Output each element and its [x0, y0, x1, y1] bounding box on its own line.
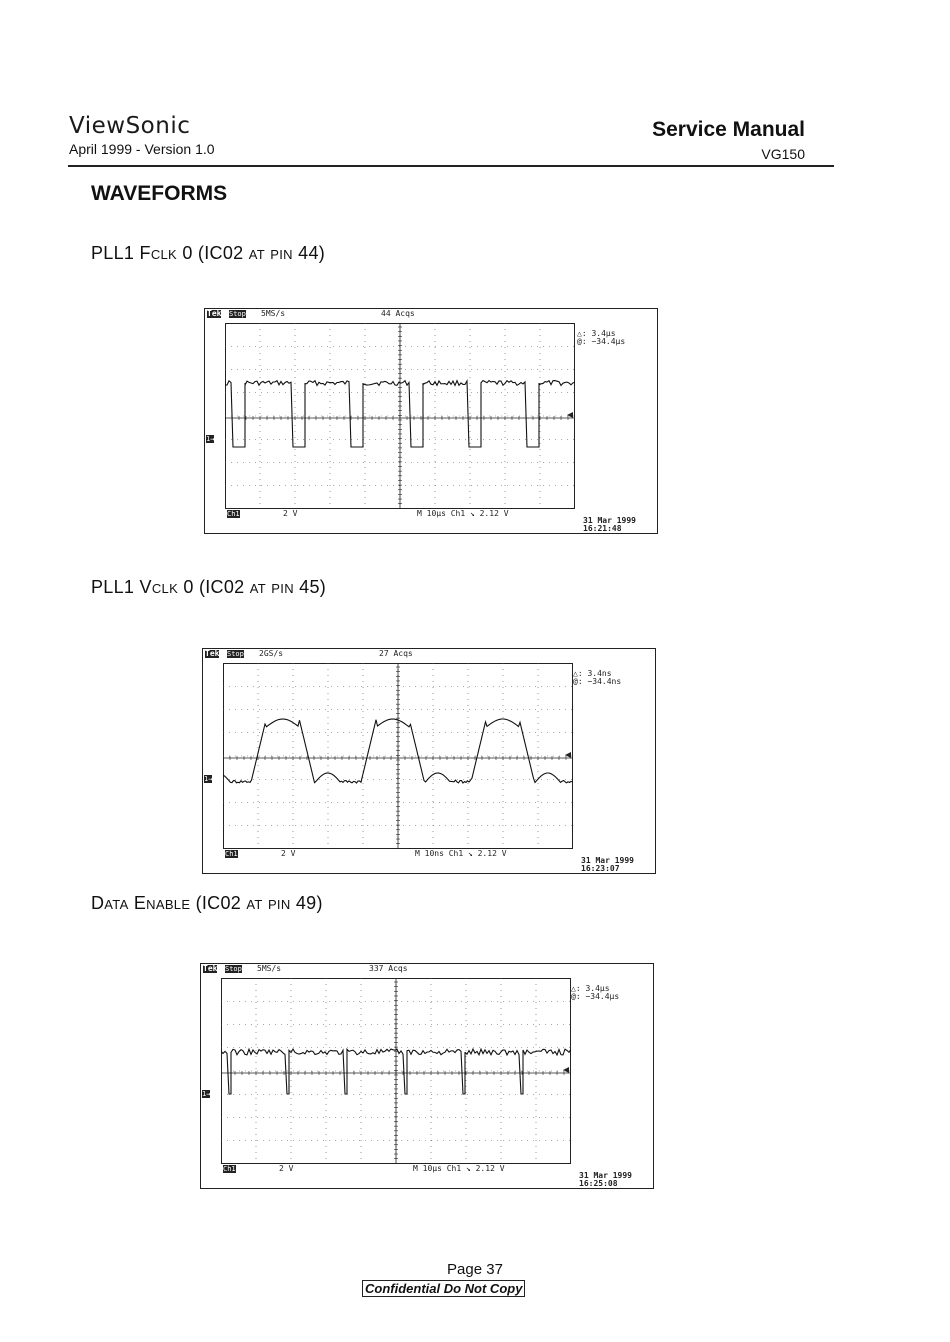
- channel-marker: 1→: [202, 1090, 211, 1098]
- scope-delta: △: 3.4ns: [573, 669, 612, 678]
- channel-marker: 1→: [204, 775, 213, 783]
- document-version: April 1999 - Version 1.0: [69, 141, 215, 157]
- scope-date: 31 Mar 1999: [583, 516, 636, 525]
- scope-brand: Tek: [205, 649, 220, 658]
- figure-caption: Data Enable (IC02 at pin 49): [91, 893, 323, 913]
- scope-mode: Stop: [229, 310, 246, 318]
- scope-sample-rate: 5MS/s: [261, 309, 286, 318]
- brand-name: ViewSonic: [69, 113, 191, 139]
- oscilloscope-screenshot: [204, 308, 658, 534]
- confidential-notice: Confidential Do Not Copy: [362, 1280, 525, 1297]
- scope-acquisitions: 27 Acqs: [379, 649, 413, 658]
- scope-volts-per-div: 2 V: [283, 509, 298, 518]
- scope-sample-rate: 2GS/s: [259, 649, 284, 658]
- scope-delta: △: 3.4µs: [571, 984, 610, 993]
- scope-date: 31 Mar 1999: [579, 1171, 632, 1180]
- scope-timebase: M 10µs Ch1 ↘ 2.12 V: [417, 509, 509, 518]
- scope-time: 16:25:08: [579, 1179, 618, 1188]
- header-rule: [68, 165, 834, 167]
- channel-marker: 1→: [206, 435, 215, 443]
- manual-title: Service Manual: [652, 118, 805, 141]
- waveform-plot: [225, 323, 575, 509]
- waveform-plot: [221, 978, 571, 1164]
- oscilloscope-screenshot: [202, 648, 656, 874]
- scope-mode: Stop: [227, 650, 244, 658]
- scope-timebase: M 10ns Ch1 ↘ 2.12 V: [415, 849, 507, 858]
- scope-volts-per-div: 2 V: [281, 849, 296, 858]
- scope-volts-per-div: 2 V: [279, 1164, 294, 1173]
- scope-time: 16:23:07: [581, 864, 620, 873]
- scope-channel: Ch1: [227, 510, 240, 518]
- scope-timebase: M 10µs Ch1 ↘ 2.12 V: [413, 1164, 505, 1173]
- waveform-plot: [223, 663, 573, 849]
- scope-acquisitions: 44 Acqs: [381, 309, 415, 318]
- scope-cursor-position: @: −34.4ns: [573, 677, 622, 686]
- scope-channel: Ch1: [225, 850, 238, 858]
- figure-caption: PLL1 Fclk 0 (IC02 at pin 44): [91, 243, 326, 263]
- scope-time: 16:21:48: [583, 524, 622, 533]
- scope-mode: Stop: [225, 965, 242, 973]
- model-number: VG150: [761, 146, 805, 162]
- scope-cursor-position: @: −34.4µs: [571, 992, 620, 1001]
- scope-acquisitions: 337 Acqs: [369, 964, 408, 973]
- scope-delta: △: 3.4µs: [577, 329, 616, 338]
- page-number: Page 37: [447, 1261, 503, 1278]
- oscilloscope-screenshot: [200, 963, 654, 1189]
- scope-date: 31 Mar 1999: [581, 856, 634, 865]
- section-title: WAVEFORMS: [91, 182, 228, 205]
- figure-caption: PLL1 Vclk 0 (IC02 at pin 45): [91, 577, 327, 597]
- scope-channel: Ch1: [223, 1165, 236, 1173]
- scope-brand: Tek: [203, 964, 218, 973]
- scope-cursor-position: @: −34.4µs: [577, 337, 626, 346]
- scope-brand: Tek: [207, 309, 222, 318]
- scope-sample-rate: 5MS/s: [257, 964, 282, 973]
